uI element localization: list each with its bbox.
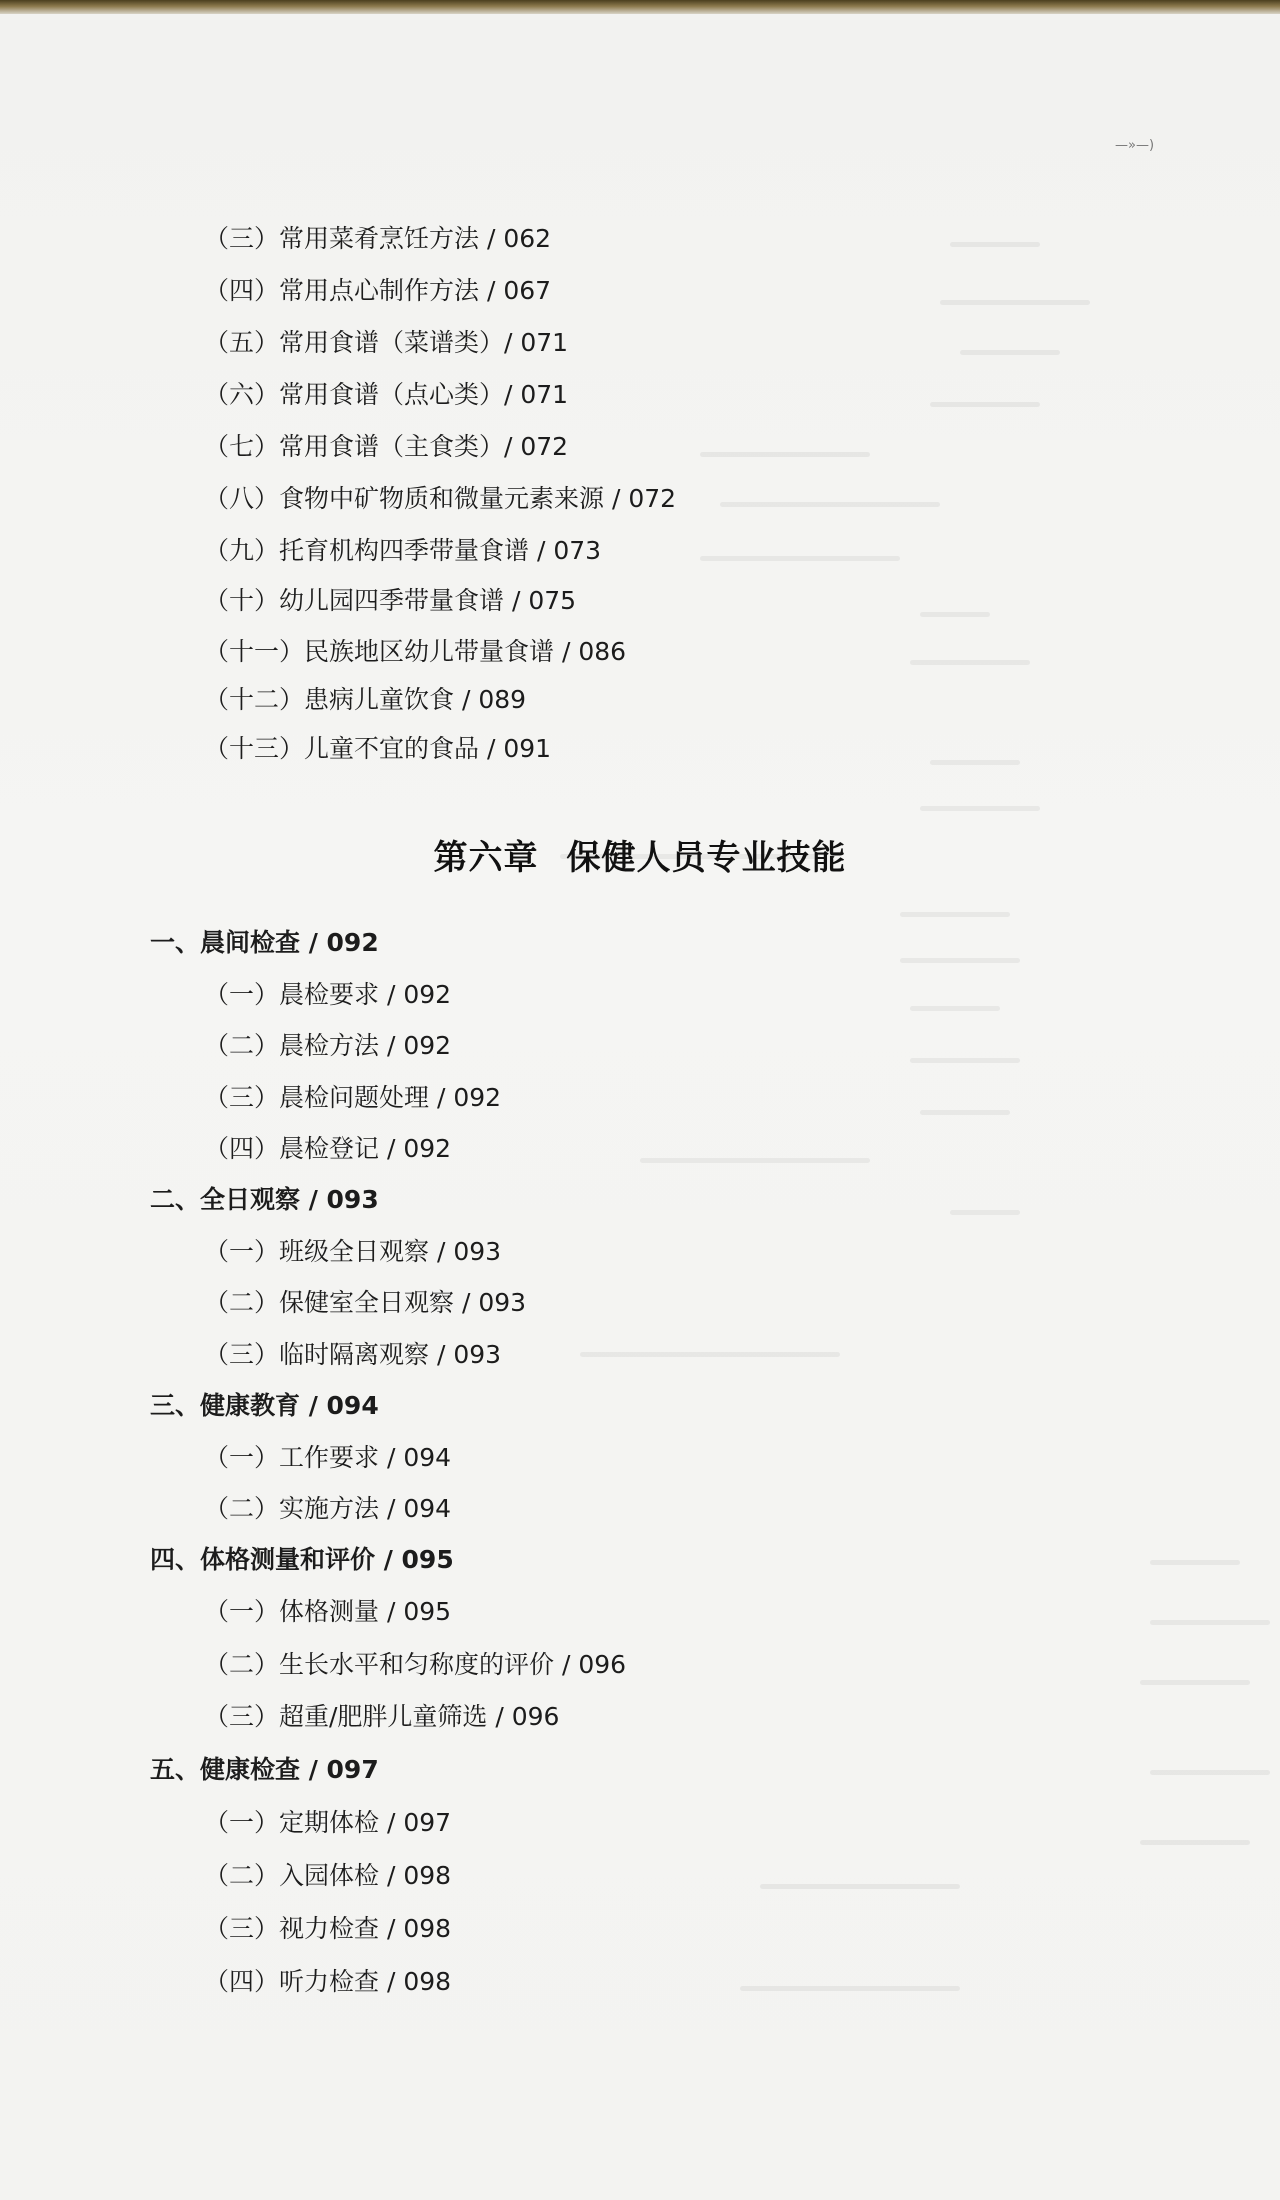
toc-entry: （八）食物中矿物质和微量元素来源 / 072: [204, 484, 677, 513]
toc-entry: （二）入园体检 / 098: [204, 1861, 452, 1890]
chapter-number: 第六章: [433, 838, 539, 878]
toc-entry: （一）班级全日观察 / 093: [204, 1237, 502, 1266]
toc-entry: （十）幼儿园四季带量食谱 / 075: [204, 586, 577, 615]
toc-entry: （三）视力检查 / 098: [204, 1914, 452, 1943]
toc-entry: （十二）患病儿童饮食 / 089: [204, 685, 527, 714]
toc-entry: （二）保健室全日观察 / 093: [204, 1288, 527, 1317]
toc-entry: （二）实施方法 / 094: [204, 1494, 452, 1523]
toc-section: 三、健康教育 / 094: [150, 1391, 379, 1420]
toc-section: 二、全日观察 / 093: [150, 1185, 379, 1214]
toc-entry: （一）工作要求 / 094: [204, 1443, 452, 1472]
toc-entry: （十三）儿童不宜的食品 / 091: [204, 734, 552, 763]
toc-entry: （一）定期体检 / 097: [204, 1808, 452, 1837]
toc-entry: （一）晨检要求 / 092: [204, 980, 452, 1009]
toc-entry: （四）晨检登记 / 092: [204, 1134, 452, 1163]
toc-section: 四、体格测量和评价 / 095: [150, 1545, 454, 1574]
toc-entry: （二）生长水平和匀称度的评价 / 096: [204, 1650, 627, 1679]
toc-entry: （十一）民族地区幼儿带量食谱 / 086: [204, 637, 627, 666]
corner-mark: —»—): [1115, 138, 1155, 153]
toc-entry: （三）晨检问题处理 / 092: [204, 1083, 502, 1112]
chapter-heading: [0, 830, 1280, 879]
toc-entry: （三）超重/肥胖儿童筛选 / 096: [204, 1702, 560, 1731]
toc-entry: （二）晨检方法 / 092: [204, 1031, 452, 1060]
toc-entry: （一）体格测量 / 095: [204, 1597, 452, 1626]
toc-entry: （九）托育机构四季带量食谱 / 073: [204, 536, 602, 565]
toc-entry: （四）常用点心制作方法 / 067: [204, 276, 552, 305]
toc-entry: （五）常用食谱（菜谱类）/ 071: [204, 328, 569, 357]
toc-section: 五、健康检查 / 097: [150, 1755, 379, 1784]
toc-entry: （四）听力检查 / 098: [204, 1967, 452, 1996]
toc-section: 一、晨间检查 / 092: [150, 928, 379, 957]
chapter-title: 保健人员专业技能: [566, 838, 847, 878]
toc-entry: （七）常用食谱（主食类）/ 072: [204, 432, 569, 461]
toc-entry: （六）常用食谱（点心类）/ 071: [204, 380, 569, 409]
toc-entry: （三）常用菜肴烹饪方法 / 062: [204, 224, 552, 253]
toc-entry: （三）临时隔离观察 / 093: [204, 1340, 502, 1369]
